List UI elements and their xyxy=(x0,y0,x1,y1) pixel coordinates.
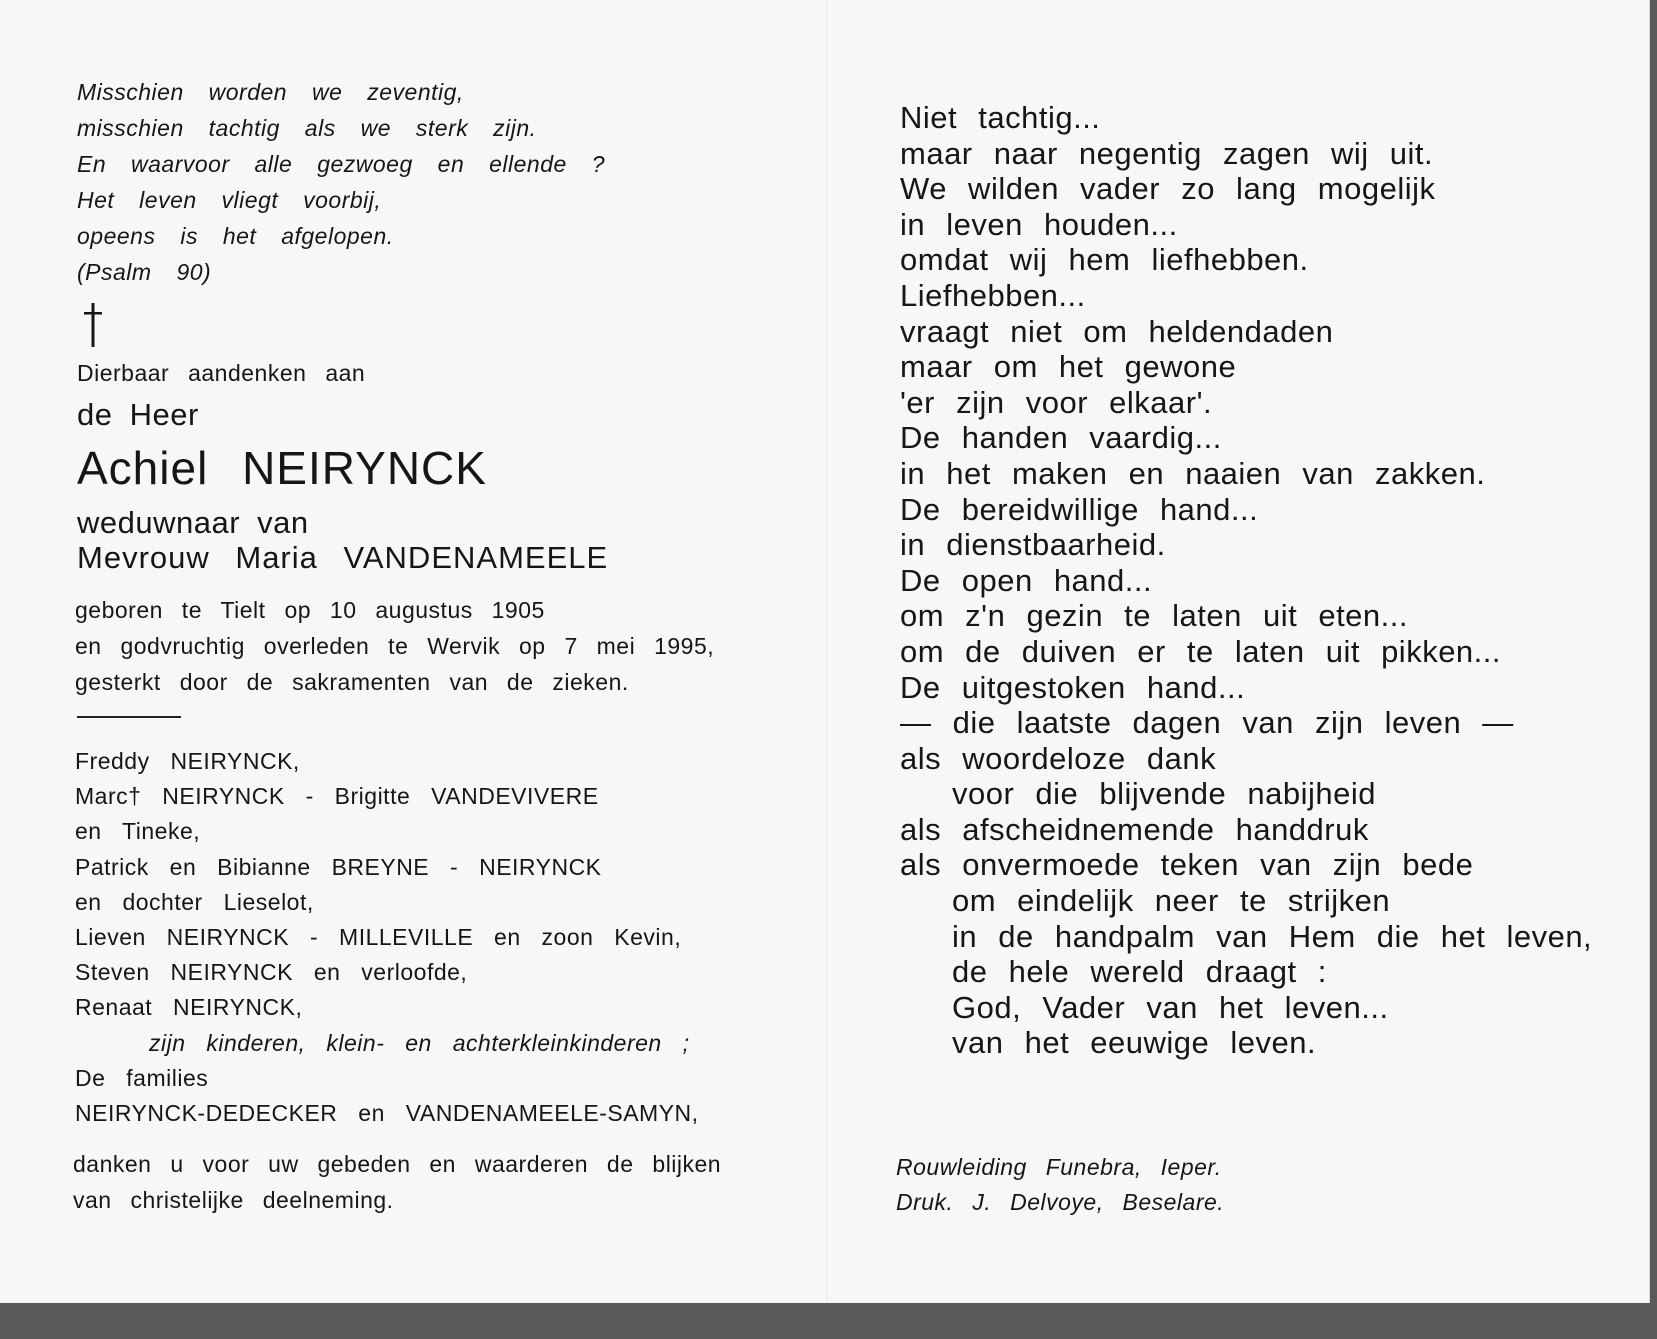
quote-line: misschien tachtig als we sterk zijn. xyxy=(77,115,537,141)
poem-line: 'er zijn voor elkaar'. xyxy=(900,384,1213,420)
poem-line: Niet tachtig... xyxy=(900,100,1101,135)
poem-line: — die laatste dagen van zijn leven — xyxy=(900,705,1514,741)
psalm-quote xyxy=(77,74,605,290)
dedication-text: Dierbaar aandenken aan xyxy=(77,360,366,386)
families-names: NEIRYNCK-DEDECKER en VANDENAMEELE-SAMYN, xyxy=(75,1100,699,1127)
family-line: Patrick en Bibianne BREYNE - NEIRYNCK xyxy=(75,853,602,880)
poem-line: De open hand... xyxy=(900,562,1153,598)
family-line: Renaat NEIRYNCK, xyxy=(75,994,303,1021)
families-label: De families xyxy=(75,1064,209,1091)
family-line: Lieven NEIRYNCK - MILLEVILLE en zoon Kevin, xyxy=(75,924,682,951)
family-line: Marc† NEIRYNCK - Brigitte VANDEVIVERE xyxy=(75,783,599,810)
family-line: en dochter Lieselot, xyxy=(75,888,314,915)
card-fold xyxy=(826,0,828,1303)
birth-death-details xyxy=(75,592,714,700)
honorific: de Heer xyxy=(77,397,199,432)
poem-line: vraagt niet om heldendaden xyxy=(900,313,1334,349)
widower-label: weduwnaar van xyxy=(77,505,309,540)
spouse-name: Mevrouw Maria VANDENAMEELE xyxy=(77,540,609,575)
poem-line: maar naar negentig zagen wij uit. xyxy=(900,135,1434,171)
family-line: Steven NEIRYNCK en verloofde, xyxy=(75,959,468,986)
poem-line: De bereidwillige hand... xyxy=(900,491,1259,527)
poem-line: Liefhebben... xyxy=(900,277,1086,313)
funeral-home-credit: Rouwleiding Funebra, Ieper. xyxy=(896,1154,1222,1180)
poem-line: als onvermoede teken van zijn bede xyxy=(900,847,1474,883)
credits xyxy=(896,1150,1224,1220)
cross-icon xyxy=(81,303,105,347)
printer-credit: Druk. J. Delvoye, Beselare. xyxy=(896,1189,1225,1215)
detail-line: gesterkt door de sakramenten van de zieken. xyxy=(75,669,629,695)
poem-line: om de duiven er te laten uit pikken... xyxy=(900,633,1502,669)
family-line: Freddy NEIRYNCK, xyxy=(75,748,300,774)
poem-line: in dienstbaarheid. xyxy=(900,527,1166,563)
detail-line: en godvruchtig overleden te Wervik op 7 mei 1995, xyxy=(75,633,715,659)
poem xyxy=(900,100,1592,1061)
poem-line: voor die blijvende nabijheid xyxy=(952,776,1376,812)
poem-line: als afscheidnemende handdruk xyxy=(900,811,1369,847)
thanks-line: van christelijke deelneming. xyxy=(73,1187,394,1213)
poem-line: maar om het gewone xyxy=(900,349,1237,385)
poem-line: om eindelijk neer te strijken xyxy=(952,883,1391,919)
poem-line: We wilden vader zo lang mogelijk xyxy=(900,171,1436,207)
thanks-text xyxy=(73,1146,721,1218)
poem-line: De uitgestoken hand... xyxy=(900,669,1246,705)
poem-line: omdat wij hem liefhebben. xyxy=(900,242,1309,278)
poem-line: God, Vader van het leven... xyxy=(952,989,1389,1025)
poem-line: in leven houden... xyxy=(900,206,1178,242)
quote-line: En waarvoor alle gezwoeg en ellende ? xyxy=(77,151,605,177)
poem-line: in de handpalm van Hem die het leven, xyxy=(952,918,1593,954)
thanks-line: danken u voor uw gebeden en waarderen de blijken xyxy=(73,1151,722,1177)
poem-line: in het maken en naaien van zakken. xyxy=(900,455,1486,491)
family-list xyxy=(75,744,699,1131)
divider xyxy=(77,716,181,718)
family-line: en Tineke, xyxy=(75,818,201,845)
quote-line: Het leven vliegt voorbij, xyxy=(77,187,382,213)
poem-line: van het eeuwige leven. xyxy=(952,1025,1317,1061)
detail-line: geboren te Tielt op 10 augustus 1905 xyxy=(75,597,545,623)
poem-line: de hele wereld draagt : xyxy=(952,954,1327,990)
quote-source: (Psalm 90) xyxy=(77,259,212,285)
quote-line: Misschien worden we zeventig, xyxy=(77,79,464,105)
poem-line: om z'n gezin te laten uit eten... xyxy=(900,598,1408,634)
deceased-name: Achiel NEIRYNCK xyxy=(77,442,487,494)
family-relation: zijn kinderen, klein- en achterkleinkinderen ; xyxy=(149,1029,690,1056)
poem-line: als woordeloze dank xyxy=(900,740,1217,776)
poem-line: De handen vaardig... xyxy=(900,420,1222,456)
quote-line: opeens is het afgelopen. xyxy=(77,223,394,249)
